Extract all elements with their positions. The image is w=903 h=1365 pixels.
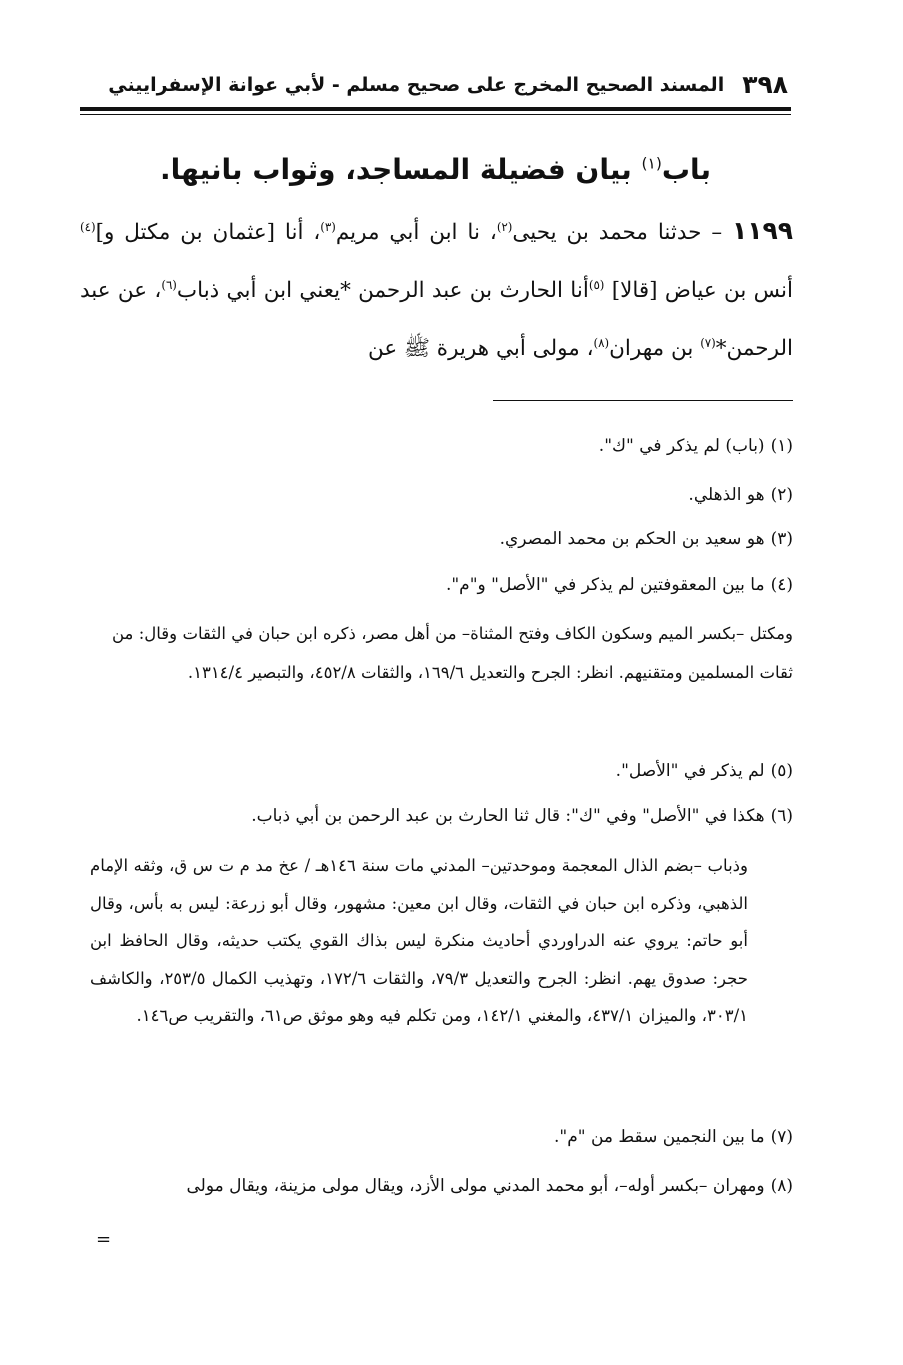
footnote-ref: (٤) xyxy=(80,219,96,234)
hadith-segment: أنا الحارث بن عبد الرحمن *يعني ابن أبي ذباب xyxy=(176,278,589,303)
chapter-lead: باب xyxy=(661,153,712,186)
hadith-number: ١١٩٩ xyxy=(731,216,794,245)
footnote-text: (باب) لم يذكر في "ك". xyxy=(598,436,765,456)
hadith-segment: – حدثنا محمد بن يحيى xyxy=(512,220,732,245)
footnote-text: لم يذكر في "الأصل". xyxy=(615,761,765,781)
footnote-3 xyxy=(92,525,793,553)
footnote-ref: (٧) xyxy=(700,335,716,350)
footnote-marker: (٥) xyxy=(770,761,793,781)
footnote-6 xyxy=(92,802,793,830)
hadith-segment: ، نا ابن أبي مريم xyxy=(335,220,497,245)
continuation-mark: = xyxy=(96,1229,112,1250)
footnote-marker: (٨) xyxy=(770,1176,793,1196)
footnote-text: ومهران –بكسر أوله–، أبو محمد المدني مولى الأزد، ويقال مولى مزينة، ويقال مولى xyxy=(186,1176,765,1196)
hadith-segment: بن مهران xyxy=(609,336,701,361)
footnote-7 xyxy=(92,1123,793,1151)
chapter-footnote-ref: (١) xyxy=(641,154,662,173)
footnote-marker: (٤) xyxy=(770,575,793,595)
footnote-separator xyxy=(493,400,793,401)
running-title: المسند الصحيح المخرج على صحيح مسلم - لأبي عوانة الإسفراييني xyxy=(108,74,725,96)
footnote-marker: (٣) xyxy=(770,529,793,549)
page-number: ٣٩٨ xyxy=(742,70,788,99)
hadith-segment: أنس بن عياض [قالا] xyxy=(604,278,794,303)
footnote-ref: (٨) xyxy=(593,335,610,350)
hadith-segment: ، مولى أبي هريرة ﷺ عن xyxy=(367,336,594,361)
footnote-ref: (٢) xyxy=(496,219,513,234)
footnote-6-continuation: وذباب –بضم الذال المعجمة وموحدتين– المدني مات سنة ١٤٦هـ / عخ مد م ت س ق، وثقه الإمام الذهبي، وذكره ابن حبان في الثقات، وقال ابن معين: مشهور، وقال أبو زرعة: ليس به بأس، وقال أبو حاتم: يروي عنه الدراوردي أحاديث منكرة ليس بذاك القوي يكتب حديثه، وقال الحافظ ابن حجر: صدوق يهم. انظر: الجرح والتعديل ٧٩/٣، والثقات ١٧٢/٦، وتهذيب الكمال ٢٥٣/٥، والكاشف ٣٠٣/١، والميزان ٤٣٧/١، والمغني ١٤٢/١، ومن تكلم فيه وهو موثق ص٦١، والتقريب ص١٤٦. xyxy=(90,856,748,1025)
chapter-title: بيان فضيلة المساجد، وثواب بانيها. xyxy=(159,153,642,186)
chapter-heading xyxy=(80,148,791,192)
footnote-marker: (٧) xyxy=(770,1127,793,1147)
hadith-text xyxy=(80,202,793,378)
footnote-ref: (٥) xyxy=(588,277,605,292)
footnote-marker: (١) xyxy=(770,436,793,456)
footnote-text: ما بين النجمين سقط من "م". xyxy=(553,1127,765,1147)
footnote-text: هو الذهلي. xyxy=(688,485,765,505)
footnote-text: ما بين المعقوفتين لم يذكر في "الأصل" و"م". xyxy=(445,575,765,595)
footnote-2 xyxy=(92,481,793,509)
header-rule-thick xyxy=(80,107,791,111)
footnote-4 xyxy=(92,571,793,599)
footnote-ref: (٦) xyxy=(161,277,177,292)
footnote-ref: (٣) xyxy=(320,219,336,234)
footnote-4-continuation: ومكتل –بكسر الميم وسكون الكاف وفتح المثناة– من أهل مصر، ذكره ابن حبان في الثقات وقال: من ثقات المسلمين ومتقنيهم. انظر: الجرح والتعديل ١٦٩/٦، والثقات ٤٥٢/٨، والتبصير ١٣١٤/٤. xyxy=(112,624,793,682)
footnote-marker: (٦) xyxy=(770,806,793,826)
header-rule-thin xyxy=(80,114,791,115)
footnote-text: هكذا في "الأصل" وفي "ك": قال ثنا الحارث بن عبد الرحمن بن أبي ذباب. xyxy=(251,806,765,826)
hadith-segment: ، أنا [عثمان بن مكتل و] xyxy=(95,220,321,245)
footnote-1 xyxy=(92,432,793,460)
footnote-marker: (٢) xyxy=(770,485,793,505)
page-header xyxy=(80,62,788,102)
hadith-segment: ، عن عبد الرحمن* xyxy=(80,278,793,361)
footnote-text: هو سعيد بن الحكم بن محمد المصري. xyxy=(499,529,765,549)
footnote-8 xyxy=(92,1172,793,1200)
footnote-5 xyxy=(92,757,793,785)
